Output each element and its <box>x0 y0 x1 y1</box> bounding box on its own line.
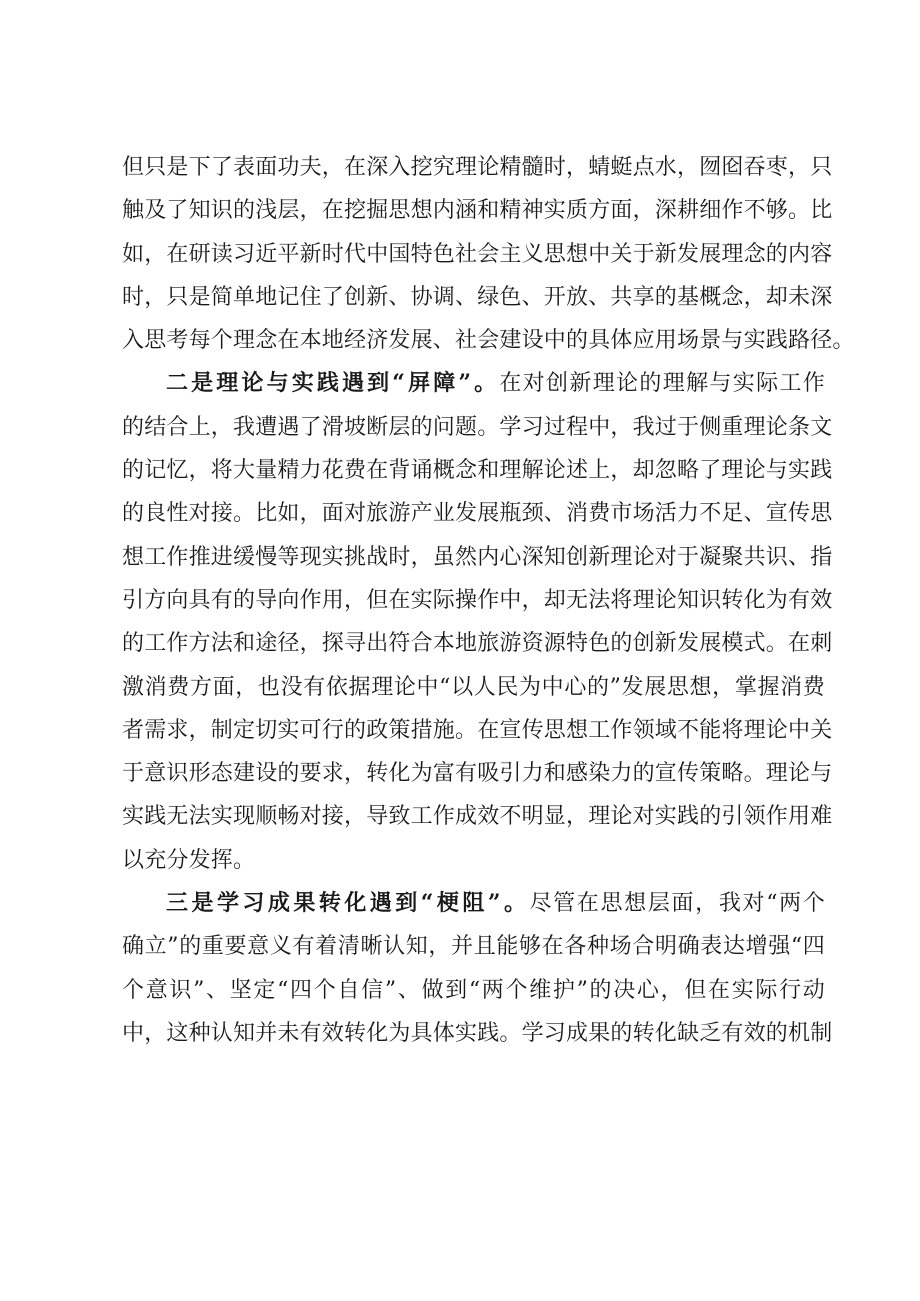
text-line: 想工作推进缓慢等现实挑战时，虽然内心深知创新理论对于凝聚共识、指 <box>122 544 833 570</box>
text-line: 时，只是简单地记住了创新、协调、绿色、开放、共享的基概念，却未深 <box>122 284 833 310</box>
text-line: 的工作方法和途径，探寻出符合本地旅游资源特色的创新发展模式。在刺 <box>122 631 833 657</box>
text-line: 但只是下了表面功夫，在深入挖究理论精髓时，蜻蜓点水，囫囵吞枣，只 <box>122 155 833 180</box>
text-line: 确立”的重要意义有着清晰认知，并且能够在各种场合明确表达增强“四 <box>122 934 825 960</box>
section-heading: 三是学习成果转化遇到“梗阻”。 <box>166 890 530 917</box>
body-text <box>122 146 855 1055</box>
text-line: 的良性对接。比如，面对旅游产业发展瓶颈、消费市场活力不足、宣传思 <box>122 501 833 527</box>
text-line: 者需求，制定切实可行的政策措施。在宣传思想工作领域不能将理论中关 <box>122 717 833 743</box>
section-heading: 二是理论与实践遇到“屏障”。 <box>166 370 500 397</box>
text-line: 激消费方面，也没有依据理论中“以人民为中心的”发展思想，掌握消费 <box>122 674 825 700</box>
text-line: 于意识形态建设的要求，转化为富有吸引力和感染力的宣传策略。理论与 <box>122 761 833 787</box>
text-line: 引方向具有的导向作用，但在实际操作中，却无法将理论知识转化为有效 <box>122 587 833 613</box>
paragraph-first-line <box>122 362 825 405</box>
text-line: 触及了知识的浅层，在挖掘思想内涵和精神实质方面，深耕细作不够。比 <box>122 198 833 224</box>
text-line: 个意识”、坚定“四个自信”、做到“两个维护”的决心，但在实际行动 <box>122 977 825 1003</box>
text-line: 的记忆，将大量精力花费在背诵概念和理解论述上，却忽略了理论与实践 <box>122 458 833 484</box>
text-line: 以充分发挥。 <box>122 847 256 873</box>
text-run: 在对创新理论的理解与实际工作 <box>499 371 825 397</box>
text-line: 中，这种认知并未有效转化为具体实践。学习成果的转化缺乏有效的机制 <box>122 1020 833 1046</box>
text-run: 尽管在思想层面，我对“两个 <box>529 891 825 917</box>
text-line: 入思考每个理念在本地经济发展、社会建设中的具体应用场景与实践路径。 <box>122 328 855 354</box>
paragraph-first-line <box>122 882 825 925</box>
text-line: 实践无法实现顺畅对接，导致工作成效不明显，理论对实践的引领作用难 <box>122 804 833 830</box>
text-line: 如，在研读习近平新时代中国特色社会主义思想中关于新发展理念的内容 <box>122 241 833 267</box>
text-line: 的结合上，我遭遇了滑坡断层的问题。学习过程中，我过于侧重理论条文 <box>122 414 833 440</box>
